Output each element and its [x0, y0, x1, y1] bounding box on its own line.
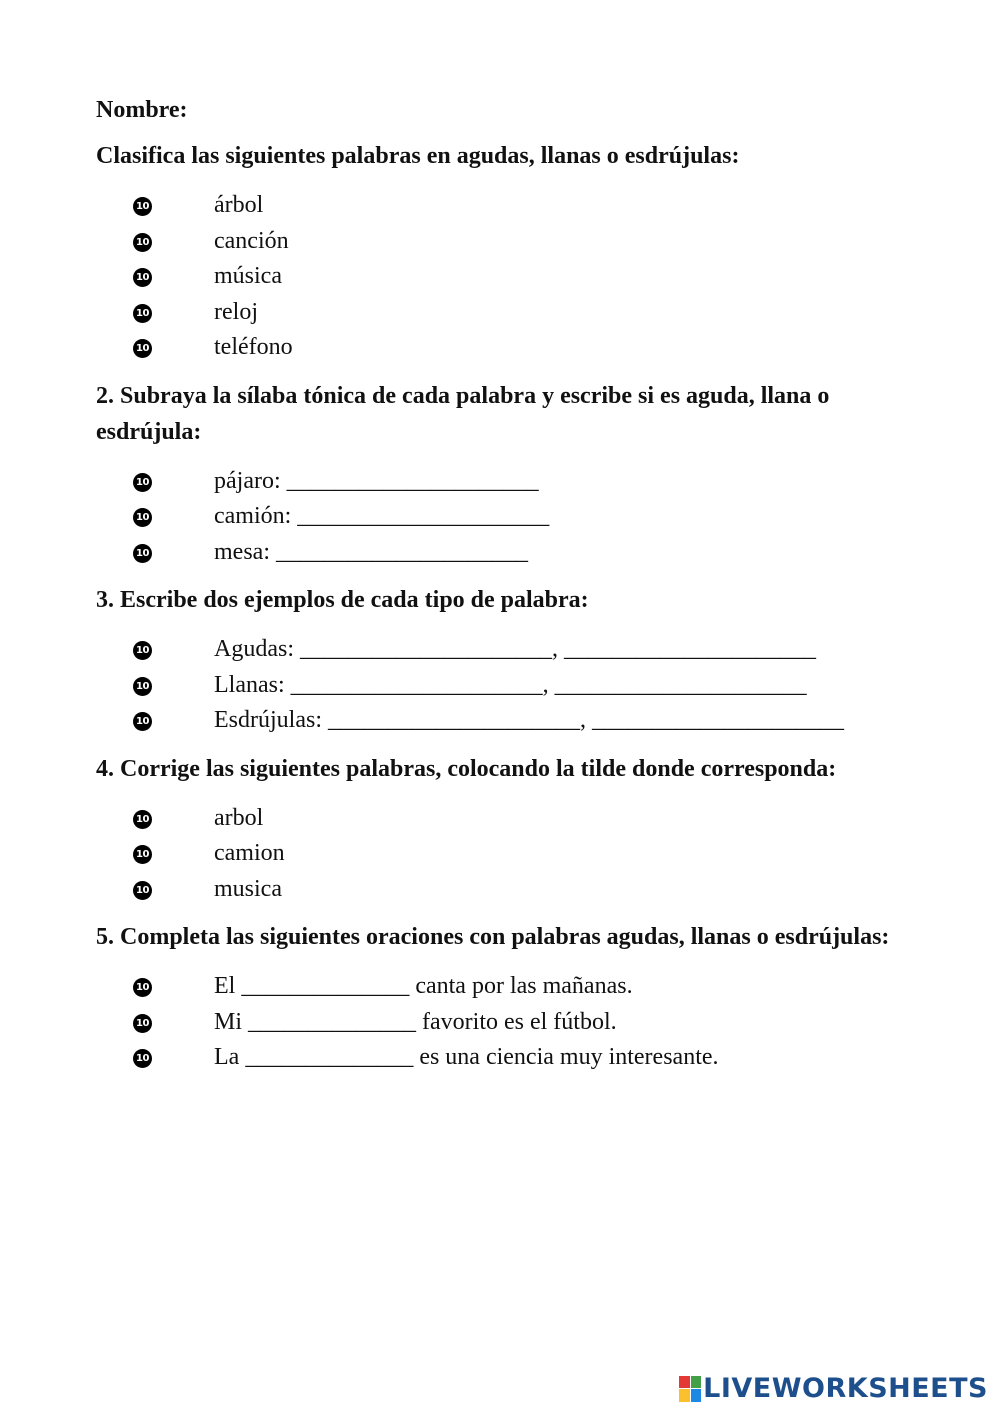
- list-item-text: reloj: [214, 298, 258, 325]
- number-ten-bullet-icon: 10: [133, 677, 152, 696]
- list-item-text: árbol: [214, 192, 264, 218]
- list-item-text: musica: [214, 875, 282, 902]
- list-item: [96, 836, 916, 872]
- number-ten-bullet-icon: 10: [133, 1049, 152, 1068]
- list-item-text: camion: [214, 840, 285, 866]
- number-ten-bullet-icon: 10: [133, 641, 152, 660]
- section-3-heading: 3. Escribe dos ejemplos de cada tipo de palabra:: [96, 587, 589, 613]
- list-item: [96, 330, 916, 366]
- number-ten-bullet-icon: 10: [133, 1014, 152, 1033]
- name-label: Nombre:: [96, 97, 188, 123]
- list-item-text: El ______________ canta por las mañanas.: [214, 973, 633, 999]
- list-item-text: mesa: _____________________: [214, 538, 528, 565]
- list-item-text: camión: _____________________: [214, 503, 550, 529]
- number-ten-bullet-icon: 10: [133, 268, 152, 287]
- number-ten-bullet-icon: 10: [133, 978, 152, 997]
- section-5-heading: 5. Completa las siguientes oraciones con palabras agudas, llanas o esdrújulas:: [96, 924, 890, 950]
- number-ten-bullet-icon: 10: [133, 508, 152, 527]
- list-item-text: teléfono: [214, 334, 293, 360]
- list-item: [96, 535, 916, 571]
- list-item: [96, 224, 916, 260]
- number-ten-bullet-icon: 10: [133, 810, 152, 829]
- section-2-heading: 2. Subraya la sílaba tónica de cada palabra y escribe si es aguda, llana o esdrújula:: [96, 382, 830, 445]
- list-item-text: música: [214, 263, 282, 289]
- list-item-text: arbol: [214, 804, 264, 831]
- instruction-1: Clasifica las siguientes palabras en agudas, llanas o esdrújulas:: [96, 143, 740, 169]
- number-ten-bullet-icon: 10: [133, 233, 152, 252]
- list-item-text: canción: [214, 227, 289, 254]
- section-5-list: [96, 969, 916, 1076]
- number-ten-bullet-icon: 10: [133, 544, 152, 563]
- section-2-list: [96, 464, 916, 571]
- list-item: [96, 703, 916, 739]
- logo-grid-icon: [679, 1376, 701, 1402]
- number-ten-bullet-icon: 10: [133, 339, 152, 358]
- list-item: [96, 872, 916, 908]
- worksheet: [96, 92, 916, 1076]
- logo-text: LIVEWORKSHEETS: [703, 1373, 988, 1404]
- number-ten-bullet-icon: 10: [133, 304, 152, 323]
- list-item: [96, 464, 916, 500]
- list-item-text: La ______________ es una ciencia muy interesante.: [214, 1044, 719, 1070]
- section-1-list: [96, 188, 916, 366]
- list-item: [96, 1005, 916, 1041]
- number-ten-bullet-icon: 10: [133, 845, 152, 864]
- list-item: [96, 632, 916, 668]
- list-item-text: Mi ______________ favorito es el fútbol.: [214, 1008, 617, 1035]
- list-item: [96, 499, 916, 535]
- section-4-heading: 4. Corrige las siguientes palabras, colocando la tilde donde corresponda:: [96, 755, 837, 782]
- section-4-list: [96, 801, 916, 908]
- number-ten-bullet-icon: 10: [133, 197, 152, 216]
- liveworksheets-logo[interactable]: [679, 1373, 988, 1404]
- list-item: [96, 259, 916, 295]
- section-3-list: [96, 632, 916, 739]
- list-item: [96, 1040, 916, 1076]
- list-item-text: Llanas: _____________________, _____________________: [214, 671, 807, 698]
- list-item-text: Agudas: _____________________, _____________________: [214, 636, 816, 662]
- list-item: [96, 801, 916, 837]
- number-ten-bullet-icon: 10: [133, 712, 152, 731]
- list-item: [96, 295, 916, 331]
- list-item-text: pájaro: _____________________: [214, 467, 539, 494]
- number-ten-bullet-icon: 10: [133, 473, 152, 492]
- list-item: [96, 969, 916, 1005]
- list-item-text: Esdrújulas: _____________________, _____________________: [214, 707, 844, 733]
- list-item: [96, 668, 916, 704]
- number-ten-bullet-icon: 10: [133, 881, 152, 900]
- list-item: [96, 188, 916, 224]
